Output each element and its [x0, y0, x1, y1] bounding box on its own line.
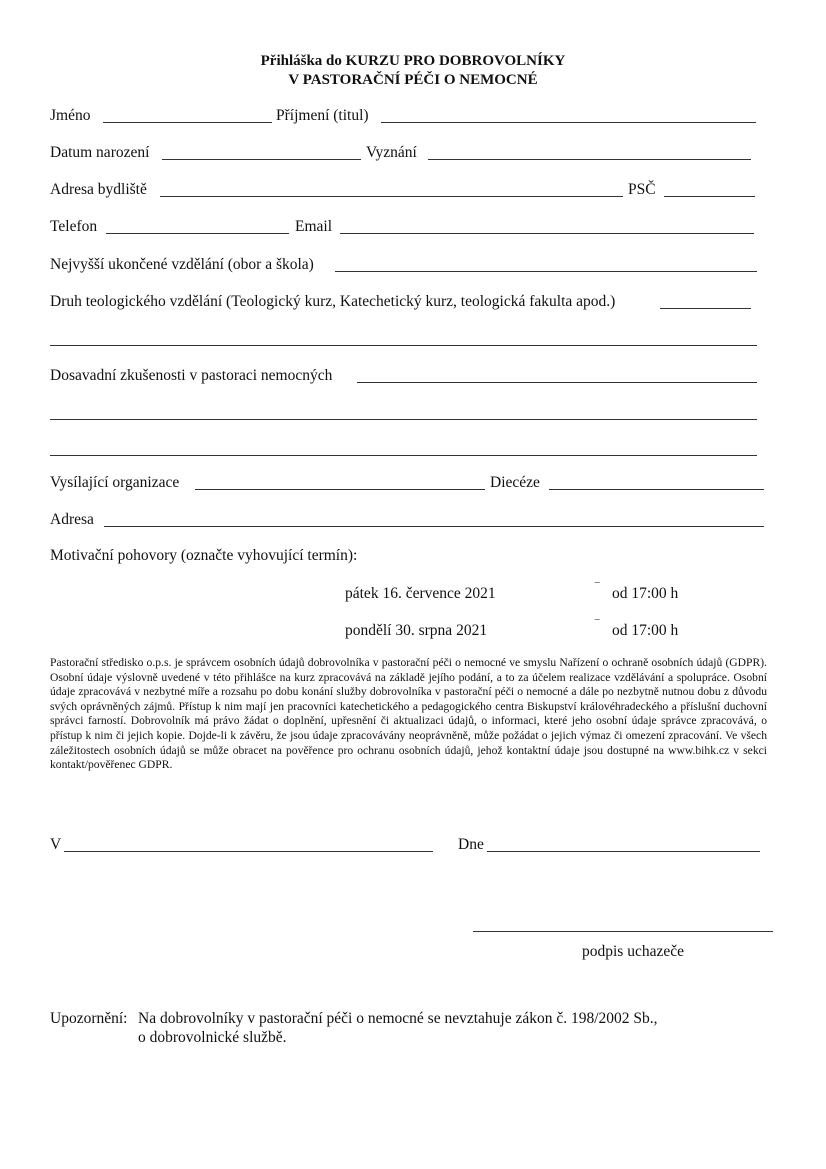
teologicke-vzdelani-label: Druh teologického vzdělání (Teologický kurz, Katechetický kurz, teologická fakulta apod.)	[50, 293, 616, 310]
vyznani-label: Vyznání	[366, 144, 417, 161]
adresa-label: Adresa	[50, 511, 94, 528]
datum-narozeni-label: Datum narození	[50, 144, 150, 161]
telefon-field[interactable]	[106, 233, 289, 234]
zkusenosti-field[interactable]	[357, 382, 757, 383]
teologicke-vzdelani-field-2[interactable]	[50, 345, 757, 346]
form-title-line-2: V PASTORAČNÍ PÉČI O NEMOCNÉ	[288, 72, 538, 88]
psc-label: PSČ	[628, 181, 656, 198]
prijmeni-field[interactable]	[381, 122, 756, 123]
jmeno-label: Jméno	[50, 107, 91, 124]
zkusenosti-label: Dosavadní zkušenosti v pastoraci nemocných	[50, 367, 333, 384]
place-label: V	[50, 836, 62, 853]
gdpr-notice: Pastorační středisko o.p.s. je správcem osobních údajů dobrovolníka v pastorační péči o nemocné ve smyslu Nařízení o ochraně osobních údajů (GDPR). Osobní údaje výslovně uvedené v této přihlášce na kurz zpracovává na základě jejího podání, a to za účelem realizace vzdělávání a spolupráce. Osobní údaje zpracovává v nezbytné míře a rozsahu po dobu konání služby dobrovolníka v pastorační péči o nemocné a dále po nezbytně nutnou dobu z důvodu svých oprávněných zájmů. Přístup k nim mají jen pracovníci katechetického a pedagogického centra Biskupství královéhradeckého a příslušní duchovní správci farností. Dobrovolník má právo žádat o doplnění, upřesnění či aktualizaci údajů, o informaci, které jeho osobní údaje správce zpracovává, o přístup k nim či jejich kopie. Dojde-li k závěru, že jsou údaje zpracovávány neoprávněně, může požádat o jejich výmaz či omezení zpracování. Ve všech záležitostech osobních údajů se může obracet na pověřence pro ochranu osobních údajů, jehož kontaktní údaje jsou dostupné na www.bihk.cz v sekci kontakt/pověřenec GDPR.	[50, 656, 767, 772]
interview-option-1-time: od 17:00 h	[612, 585, 679, 602]
form-title-line-1: Přihláška do KURZU PRO DOBROVOLNÍKY	[260, 53, 566, 69]
date-field[interactable]	[487, 851, 760, 852]
email-label: Email	[295, 218, 333, 235]
zkusenosti-field-2[interactable]	[50, 419, 757, 420]
adresa-field[interactable]	[104, 526, 764, 527]
interviews-heading: Motivační pohovory (označte vyhovující termín):	[50, 547, 358, 564]
note-label: Upozornění:	[50, 1010, 128, 1027]
vzdelani-field[interactable]	[335, 271, 757, 272]
organizace-field[interactable]	[195, 489, 485, 490]
prijmeni-label: Příjmení (titul)	[276, 107, 369, 124]
place-field[interactable]	[64, 851, 433, 852]
note-line-1: Na dobrovolníky v pastorační péči o nemocné se nevztahuje zákon č. 198/2002 Sb.,	[138, 1010, 658, 1027]
adresa-bydliste-field[interactable]	[160, 196, 623, 197]
note-line-2: o dobrovolnické službě.	[138, 1029, 287, 1046]
datum-narozeni-field[interactable]	[162, 159, 361, 160]
dieceze-label: Diecéze	[490, 474, 540, 491]
psc-field[interactable]	[664, 196, 755, 197]
vyznani-field[interactable]	[428, 159, 751, 160]
date-label: Dne	[458, 836, 484, 853]
email-field[interactable]	[340, 233, 754, 234]
interview-option-2-checkbox[interactable]: ‾	[595, 617, 600, 632]
interview-option-1-date: pátek 16. července 2021	[345, 585, 496, 602]
adresa-bydliste-label: Adresa bydliště	[50, 181, 147, 198]
telefon-label: Telefon	[50, 218, 98, 235]
signature-label: podpis uchazeče	[582, 943, 684, 960]
vzdelani-label: Nejvyšší ukončené vzdělání (obor a škola)	[50, 256, 314, 273]
zkusenosti-field-3[interactable]	[50, 455, 757, 456]
signature-field[interactable]	[473, 931, 773, 932]
jmeno-field[interactable]	[103, 122, 272, 123]
interview-option-1-checkbox[interactable]: ‾	[595, 580, 600, 595]
organizace-label: Vysílající organizace	[50, 474, 180, 491]
interview-option-2-time: od 17:00 h	[612, 622, 679, 639]
interview-option-2-date: pondělí 30. srpna 2021	[345, 622, 488, 639]
dieceze-field[interactable]	[549, 489, 764, 490]
teologicke-vzdelani-field[interactable]	[660, 308, 751, 309]
